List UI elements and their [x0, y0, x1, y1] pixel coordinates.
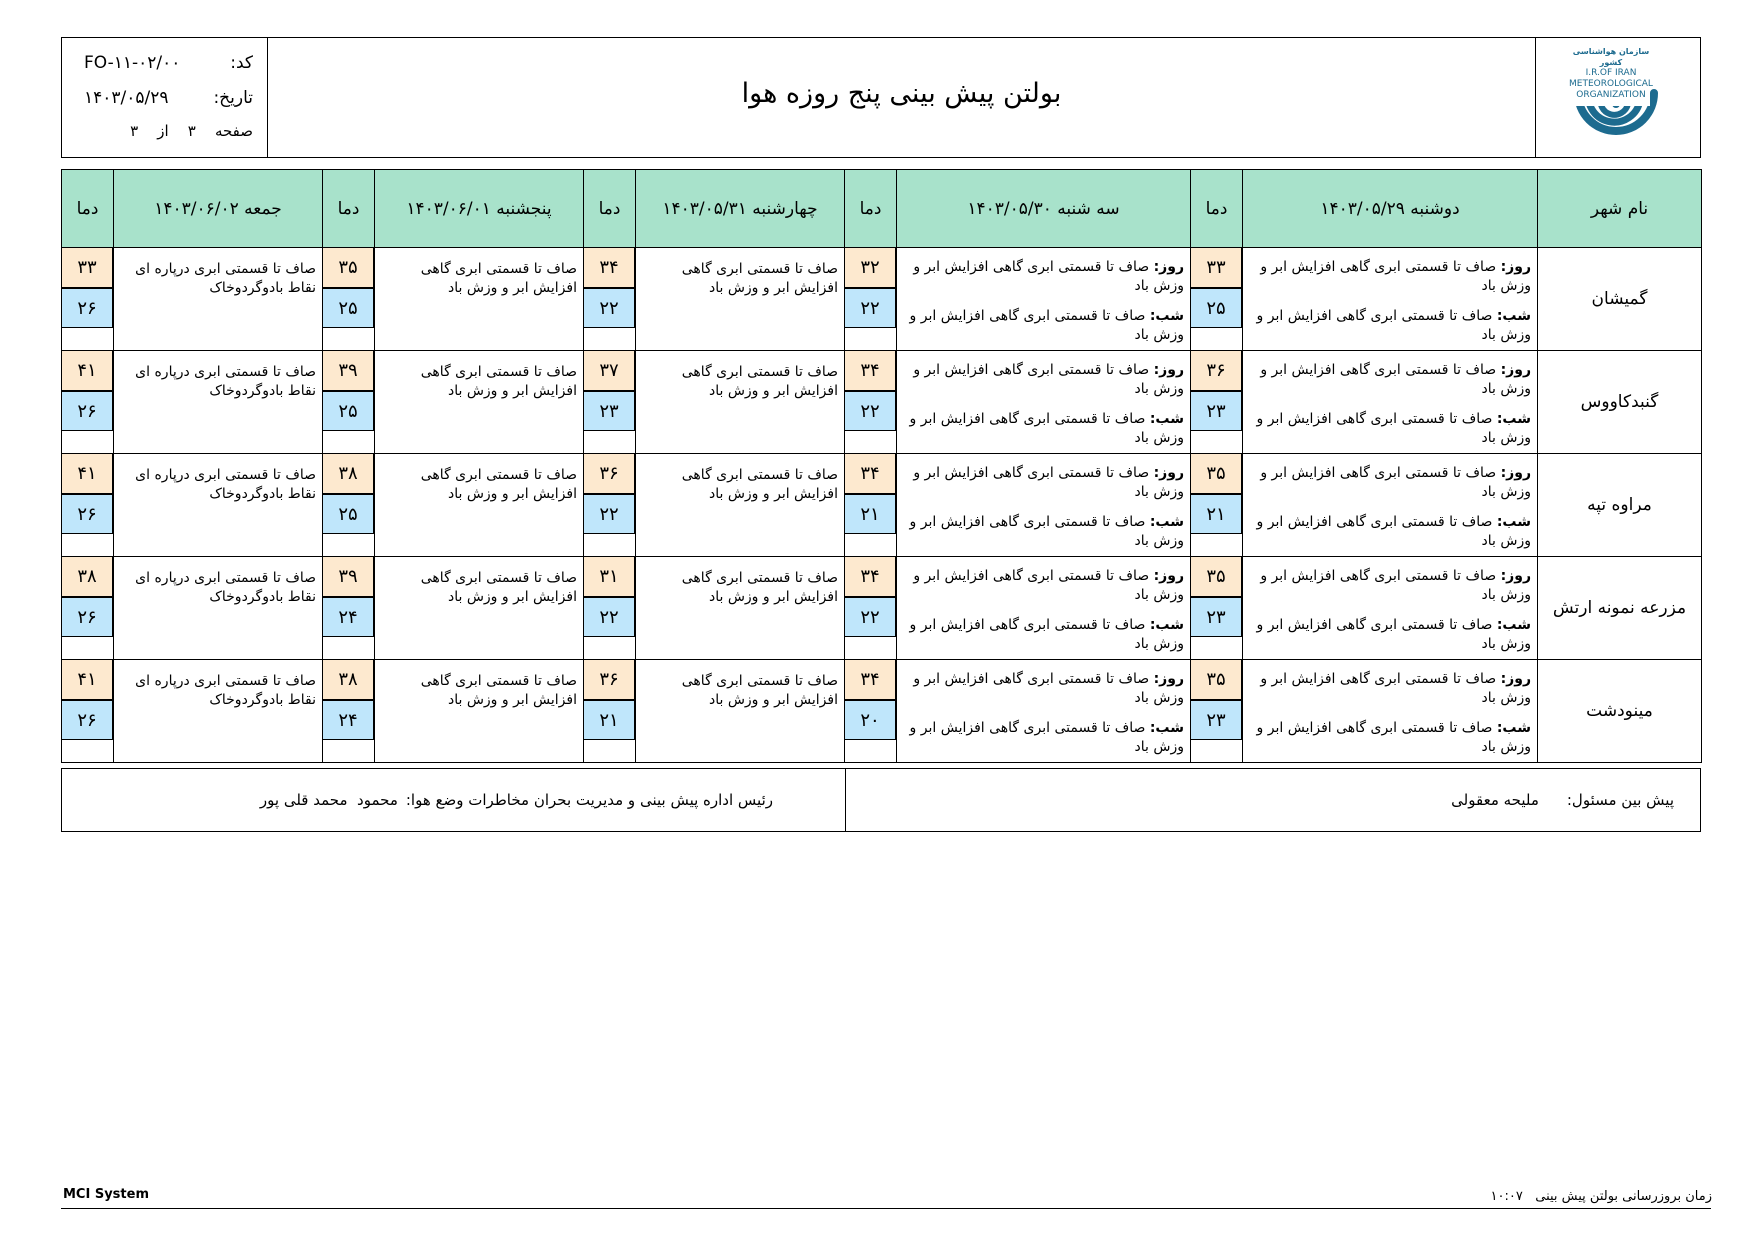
- date-row: [62, 85, 267, 111]
- code-label: کد:: [230, 53, 253, 73]
- temp-header: دما: [323, 170, 375, 248]
- min-temp: ۲۶: [62, 700, 113, 740]
- night-forecast: [1249, 410, 1531, 448]
- forecast-text: صاف تا قسمتی ابری گاهی افزایش ابر و وزش باد: [420, 467, 577, 502]
- forecaster-cell: [845, 769, 1700, 831]
- min-temp: ۲۵: [323, 391, 374, 431]
- day-tag: روز:: [1500, 465, 1531, 481]
- min-temp: ۲۱: [1191, 494, 1242, 534]
- temp-cell: [584, 248, 636, 351]
- max-temp: ۳۴: [845, 660, 896, 700]
- temp-cell: [62, 454, 114, 557]
- max-temp: ۳۵: [1191, 557, 1242, 597]
- temp-cell: [323, 248, 375, 351]
- head-cell: [62, 769, 845, 831]
- forecast-text: صاف تا قسمتی ابری درپاره ای نقاط بادوگردوخاک: [135, 673, 316, 708]
- temp-cell: [62, 351, 114, 454]
- day-header: جمعه ۱۴۰۳/۰۶/۰۲: [114, 170, 323, 248]
- max-temp: ۳۶: [1191, 351, 1242, 391]
- forecast-cell: [114, 248, 323, 351]
- forecast-cell: [897, 248, 1191, 351]
- night-tag: شب:: [1496, 308, 1531, 324]
- min-temp: ۲۳: [1191, 700, 1242, 740]
- day-text: صاف تا قسمتی ابری گاهی افزایش ابر و وزش باد: [913, 465, 1184, 500]
- night-text: صاف تا قسمتی ابری گاهی افزایش ابر و وزش باد: [909, 514, 1184, 549]
- day-text: صاف تا قسمتی ابری گاهی افزایش ابر و وزش باد: [913, 259, 1184, 294]
- max-temp: ۳۹: [323, 351, 374, 391]
- forecast-cell: [375, 454, 584, 557]
- night-forecast: [903, 410, 1184, 448]
- night-tag: شب:: [1149, 514, 1184, 530]
- forecast-cell: [1243, 660, 1538, 763]
- page-of: از: [157, 122, 169, 140]
- forecast-text: صاف تا قسمتی ابری درپاره ای نقاط بادوگردوخاک: [135, 261, 316, 296]
- forecast-cell: [636, 248, 845, 351]
- forecaster-label: پیش بین مسئول:: [1566, 791, 1674, 809]
- forecast-text: صاف تا قسمتی ابری گاهی افزایش ابر و وزش باد: [420, 570, 577, 605]
- night-text: صاف تا قسمتی ابری گاهی افزایش ابر و وزش باد: [909, 720, 1184, 755]
- footer-update-time: ۱۰:۰۷: [1490, 1189, 1523, 1204]
- day-forecast: [1249, 670, 1531, 708]
- min-temp: ۲۲: [845, 597, 896, 637]
- forecast-cell: [1243, 454, 1538, 557]
- max-temp: ۴۱: [62, 351, 113, 391]
- organization-logo: [1535, 38, 1700, 157]
- forecast-cell: [897, 557, 1191, 660]
- night-tag: شب:: [1149, 617, 1184, 633]
- day-header: پنجشنبه ۱۴۰۳/۰۶/۰۱: [375, 170, 584, 248]
- forecaster-name: ملیحه معقولی: [1451, 791, 1539, 809]
- night-tag: شب:: [1496, 514, 1531, 530]
- page-row: [62, 118, 267, 144]
- logo-text-en-1: I.R.OF IRAN: [1585, 68, 1637, 78]
- day-forecast: [1249, 361, 1531, 399]
- min-temp: ۲۲: [584, 494, 635, 534]
- night-tag: شب:: [1149, 411, 1184, 427]
- forecast-text: صاف تا قسمتی ابری درپاره ای نقاط بادوگردوخاک: [135, 570, 316, 605]
- max-temp: ۳۸: [323, 660, 374, 700]
- max-temp: ۳۴: [845, 351, 896, 391]
- forecast-body: [62, 248, 1702, 763]
- temp-cell: [323, 454, 375, 557]
- night-text: صاف تا قسمتی ابری گاهی افزایش ابر و وزش باد: [1256, 514, 1531, 549]
- table-header-row: [62, 170, 1702, 248]
- temp-cell: [323, 351, 375, 454]
- signature-box: [61, 768, 1701, 832]
- date-label: تاریخ:: [213, 88, 253, 108]
- temp-cell: [1191, 248, 1243, 351]
- day-text: صاف تا قسمتی ابری گاهی افزایش ابر و وزش باد: [1260, 568, 1531, 603]
- max-temp: ۳۵: [1191, 454, 1242, 494]
- night-text: صاف تا قسمتی ابری گاهی افزایش ابر و وزش باد: [1256, 720, 1531, 755]
- min-temp: ۲۳: [584, 391, 635, 431]
- table-row: [62, 454, 1702, 557]
- max-temp: ۳۵: [1191, 660, 1242, 700]
- night-text: صاف تا قسمتی ابری گاهی افزایش ابر و وزش باد: [1256, 308, 1531, 343]
- day-header: دوشنبه ۱۴۰۳/۰۵/۲۹: [1243, 170, 1538, 248]
- forecast-cell: [1243, 557, 1538, 660]
- city-name: گمیشان: [1538, 248, 1702, 351]
- head-label: رئیس اداره پیش بینی و مدیریت بحران مخاطرات وضع هوا:: [405, 791, 773, 809]
- forecast-cell: [897, 660, 1191, 763]
- day-tag: روز:: [1153, 259, 1184, 275]
- footer-update-label: زمان بروزرسانی بولتن پیش بینی: [1535, 1189, 1712, 1204]
- temp-cell: [845, 248, 897, 351]
- day-header: سه شنبه ۱۴۰۳/۰۵/۳۰: [897, 170, 1191, 248]
- min-temp: ۲۲: [845, 288, 896, 328]
- city-name: مزرعه نمونه ارتش: [1538, 557, 1702, 660]
- min-temp: ۲۶: [62, 391, 113, 431]
- forecast-cell: [1243, 248, 1538, 351]
- day-text: صاف تا قسمتی ابری گاهی افزایش ابر و وزش باد: [913, 362, 1184, 397]
- night-forecast: [903, 307, 1184, 345]
- page-current: ۳: [187, 122, 196, 140]
- footer-update: [1491, 1189, 1712, 1204]
- city-name: مینودشت: [1538, 660, 1702, 763]
- day-tag: روز:: [1153, 362, 1184, 378]
- forecast-text: صاف تا قسمتی ابری گاهی افزایش ابر و وزش باد: [681, 673, 838, 708]
- day-text: صاف تا قسمتی ابری گاهی افزایش ابر و وزش باد: [1260, 465, 1531, 500]
- forecast-text: صاف تا قسمتی ابری درپاره ای نقاط بادوگردوخاک: [135, 364, 316, 399]
- max-temp: ۳۶: [584, 660, 635, 700]
- day-forecast: [1249, 567, 1531, 605]
- day-forecast: [903, 361, 1184, 399]
- code-row: [62, 50, 267, 76]
- min-temp: ۲۰: [845, 700, 896, 740]
- forecast-text: صاف تا قسمتی ابری گاهی افزایش ابر و وزش باد: [681, 467, 838, 502]
- day-text: صاف تا قسمتی ابری گاهی افزایش ابر و وزش باد: [913, 671, 1184, 706]
- min-temp: ۲۵: [323, 288, 374, 328]
- forecast-cell: [897, 454, 1191, 557]
- temp-cell: [845, 557, 897, 660]
- forecast-cell: [636, 351, 845, 454]
- forecast-cell: [114, 454, 323, 557]
- temp-cell: [845, 454, 897, 557]
- day-text: صاف تا قسمتی ابری گاهی افزایش ابر و وزش باد: [913, 568, 1184, 603]
- day-forecast: [903, 464, 1184, 502]
- footer-divider: [61, 1208, 1711, 1209]
- max-temp: ۳۴: [584, 248, 635, 288]
- day-tag: روز:: [1500, 362, 1531, 378]
- min-temp: ۲۱: [845, 494, 896, 534]
- min-temp: ۲۶: [62, 494, 113, 534]
- forecast-cell: [114, 351, 323, 454]
- night-tag: شب:: [1149, 720, 1184, 736]
- forecast-text: صاف تا قسمتی ابری گاهی افزایش ابر و وزش باد: [420, 673, 577, 708]
- forecast-text: صاف تا قسمتی ابری گاهی افزایش ابر و وزش باد: [681, 364, 838, 399]
- forecast-cell: [897, 351, 1191, 454]
- table-row: [62, 660, 1702, 763]
- night-text: صاف تا قسمتی ابری گاهی افزایش ابر و وزش باد: [1256, 411, 1531, 446]
- day-forecast: [903, 670, 1184, 708]
- temp-cell: [845, 351, 897, 454]
- temp-cell: [584, 454, 636, 557]
- forecast-text: صاف تا قسمتی ابری گاهی افزایش ابر و وزش باد: [420, 364, 577, 399]
- min-temp: ۲۲: [584, 597, 635, 637]
- table-row: [62, 248, 1702, 351]
- min-temp: ۲۶: [62, 288, 113, 328]
- max-temp: ۳۶: [584, 454, 635, 494]
- min-temp: ۲۳: [1191, 597, 1242, 637]
- night-tag: شب:: [1496, 617, 1531, 633]
- temp-cell: [62, 248, 114, 351]
- city-column-header: نام شهر: [1538, 170, 1702, 248]
- logo-text-en-3: ORGANIZATION: [1576, 90, 1646, 100]
- logo-text-fa: سازمان هواشناسی کشور: [1572, 47, 1650, 67]
- temp-cell: [1191, 557, 1243, 660]
- min-temp: ۲۵: [323, 494, 374, 534]
- page-total: ۳: [130, 122, 139, 140]
- temp-cell: [323, 660, 375, 763]
- max-temp: ۳۷: [584, 351, 635, 391]
- night-text: صاف تا قسمتی ابری گاهی افزایش ابر و وزش باد: [1256, 617, 1531, 652]
- night-forecast: [903, 719, 1184, 757]
- temp-cell: [1191, 660, 1243, 763]
- table-row: [62, 351, 1702, 454]
- max-temp: ۳۲: [845, 248, 896, 288]
- city-name: مراوه تپه: [1538, 454, 1702, 557]
- forecast-cell: [114, 660, 323, 763]
- forecast-cell: [636, 454, 845, 557]
- min-temp: ۲۱: [584, 700, 635, 740]
- logo-text-en-2: METEOROLOGICAL: [1569, 79, 1653, 89]
- date-value: ۱۴۰۳/۰۵/۲۹: [84, 88, 169, 108]
- forecast-table: [61, 169, 1702, 763]
- min-temp: ۲۶: [62, 597, 113, 637]
- day-tag: روز:: [1500, 259, 1531, 275]
- forecast-text: صاف تا قسمتی ابری گاهی افزایش ابر و وزش باد: [681, 261, 838, 296]
- night-forecast: [1249, 719, 1531, 757]
- temp-header: دما: [1191, 170, 1243, 248]
- forecast-cell: [375, 248, 584, 351]
- forecast-cell: [114, 557, 323, 660]
- day-tag: روز:: [1500, 568, 1531, 584]
- night-forecast: [1249, 616, 1531, 654]
- max-temp: ۴۱: [62, 454, 113, 494]
- night-tag: شب:: [1496, 411, 1531, 427]
- day-tag: روز:: [1500, 671, 1531, 687]
- temp-cell: [323, 557, 375, 660]
- day-forecast: [903, 567, 1184, 605]
- title-cell: [268, 38, 1535, 157]
- day-text: صاف تا قسمتی ابری گاهی افزایش ابر و وزش باد: [1260, 671, 1531, 706]
- day-forecast: [1249, 464, 1531, 502]
- temp-cell: [1191, 351, 1243, 454]
- night-tag: شب:: [1496, 720, 1531, 736]
- max-temp: ۳۴: [845, 454, 896, 494]
- night-forecast: [903, 513, 1184, 551]
- max-temp: ۳۳: [1191, 248, 1242, 288]
- document-meta: [62, 38, 268, 157]
- document-header: [61, 37, 1701, 158]
- day-forecast: [1249, 258, 1531, 296]
- forecast-cell: [375, 351, 584, 454]
- night-forecast: [1249, 307, 1531, 345]
- temp-header: دما: [845, 170, 897, 248]
- city-name: گنبدکاووس: [1538, 351, 1702, 454]
- forecast-text: صاف تا قسمتی ابری گاهی افزایش ابر و وزش باد: [420, 261, 577, 296]
- max-temp: ۳۸: [323, 454, 374, 494]
- day-tag: روز:: [1153, 465, 1184, 481]
- temp-header: دما: [62, 170, 114, 248]
- night-forecast: [1249, 513, 1531, 551]
- min-temp: ۲۵: [1191, 288, 1242, 328]
- min-temp: ۲۲: [584, 288, 635, 328]
- day-forecast: [903, 258, 1184, 296]
- day-tag: روز:: [1153, 671, 1184, 687]
- night-forecast: [903, 616, 1184, 654]
- max-temp: ۳۴: [845, 557, 896, 597]
- night-text: صاف تا قسمتی ابری گاهی افزایش ابر و وزش باد: [909, 617, 1184, 652]
- max-temp: ۴۱: [62, 660, 113, 700]
- forecast-cell: [636, 557, 845, 660]
- temp-cell: [62, 557, 114, 660]
- max-temp: ۳۵: [323, 248, 374, 288]
- temp-cell: [845, 660, 897, 763]
- min-temp: ۲۲: [845, 391, 896, 431]
- min-temp: ۲۴: [323, 597, 374, 637]
- min-temp: ۲۴: [323, 700, 374, 740]
- code-value: FO-۱۱-۰۲/۰۰: [84, 53, 181, 73]
- temp-header: دما: [584, 170, 636, 248]
- max-temp: ۳۱: [584, 557, 635, 597]
- forecast-text: صاف تا قسمتی ابری درپاره ای نقاط بادوگردوخاک: [135, 467, 316, 502]
- bulletin-title: بولتن پیش بینی پنج روزه هوا: [741, 78, 1062, 109]
- footer-system: MCI System: [63, 1187, 149, 1202]
- day-header: چهارشنبه ۱۴۰۳/۰۵/۳۱: [636, 170, 845, 248]
- temp-cell: [1191, 454, 1243, 557]
- min-temp: ۲۳: [1191, 391, 1242, 431]
- page-label: صفحه: [214, 122, 253, 140]
- night-tag: شب:: [1149, 308, 1184, 324]
- max-temp: ۳۳: [62, 248, 113, 288]
- forecast-cell: [375, 557, 584, 660]
- day-text: صاف تا قسمتی ابری گاهی افزایش ابر و وزش باد: [1260, 259, 1531, 294]
- night-text: صاف تا قسمتی ابری گاهی افزایش ابر و وزش باد: [909, 411, 1184, 446]
- forecast-text: صاف تا قسمتی ابری گاهی افزایش ابر و وزش باد: [681, 570, 838, 605]
- temp-cell: [584, 351, 636, 454]
- day-tag: روز:: [1153, 568, 1184, 584]
- day-text: صاف تا قسمتی ابری گاهی افزایش ابر و وزش باد: [1260, 362, 1531, 397]
- temp-cell: [62, 660, 114, 763]
- head-name: محمود محمد قلی پور: [259, 791, 398, 809]
- max-temp: ۳۸: [62, 557, 113, 597]
- temp-cell: [584, 660, 636, 763]
- forecast-cell: [636, 660, 845, 763]
- night-text: صاف تا قسمتی ابری گاهی افزایش ابر و وزش باد: [909, 308, 1184, 343]
- forecast-cell: [375, 660, 584, 763]
- table-row: [62, 557, 1702, 660]
- forecast-cell: [1243, 351, 1538, 454]
- temp-cell: [584, 557, 636, 660]
- max-temp: ۳۹: [323, 557, 374, 597]
